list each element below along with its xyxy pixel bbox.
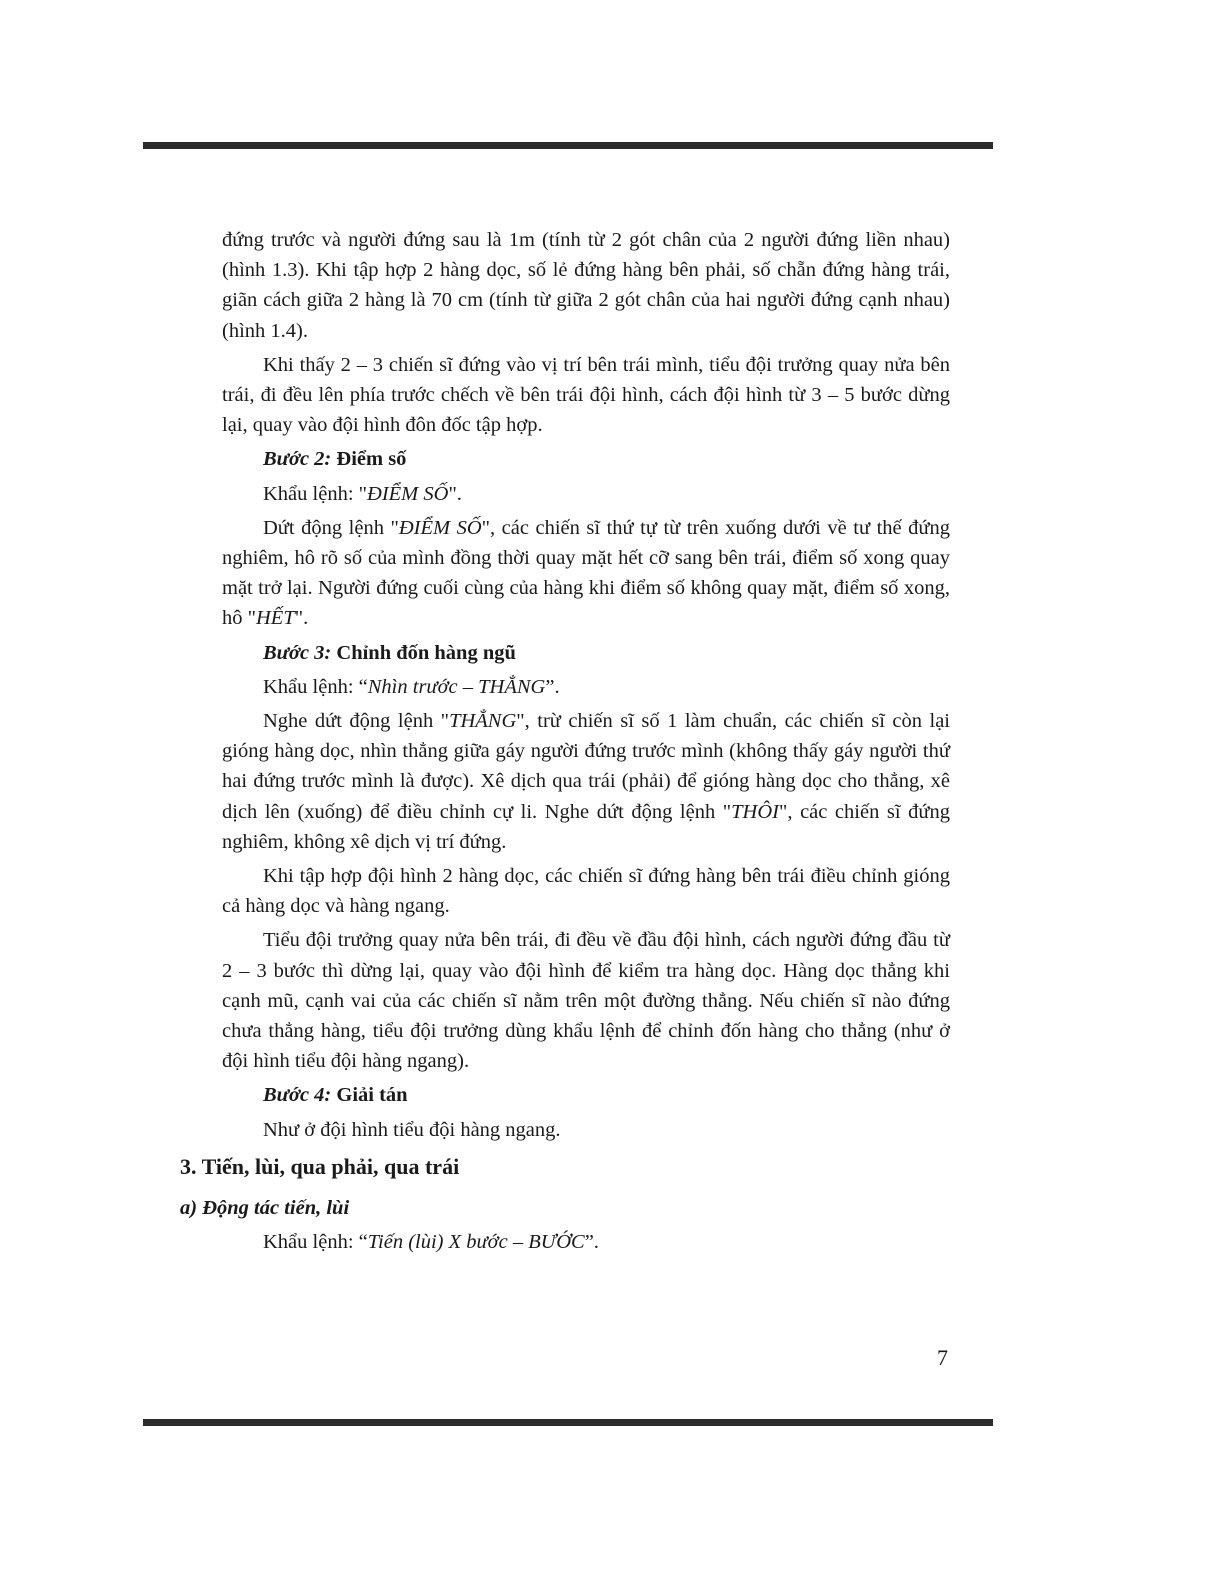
header-rule (143, 142, 993, 149)
command-suffix: ”. (584, 1231, 599, 1253)
step-3-command (222, 672, 950, 702)
step-3-leader-check: Tiểu đội trưởng quay nửa bên trái, đi đều về đầu đội hình, cách người đứng đầu từ 2 – 3 bước thì dừng lại, quay vào đội hình để kiểm tra hàng dọc. Hàng dọc thẳng khi cạnh mũ, cạnh vai của các chiến sĩ nằm trên một đường thẳng. Nếu chiến sĩ nào đứng chưa thẳng hàng, tiểu đội trưởng dùng khẩu lệnh để chỉnh đốn hàng cho thẳng (như ở đội hình tiểu đội hàng ngang). (222, 929, 950, 1073)
text-run: ". (294, 607, 309, 630)
step-3-title (222, 638, 950, 668)
command-text: ĐIỂM SỐ (367, 482, 449, 505)
command-word: HẾT (256, 607, 295, 630)
step-2-label: Bước 2: (263, 448, 332, 471)
text-run: ", các chiến sĩ đứng nghiêm, không xê dịch vị trí đứng. (222, 800, 951, 853)
command-prefix: Khẩu lệnh: “ (263, 675, 368, 698)
step-4-label: Bước 4: (263, 1084, 332, 1107)
text-run: ", các chiến sĩ thứ tự từ trên xuống dưới về tư thế đứng nghiêm, hô rõ số của mình đồng thời quay mặt hết cỡ sang bên trái, điểm số xong quay mặt trở lại. Người đứng cuối cùng của hàng khi điểm số không quay mặt, điểm số xong, hô " (222, 516, 950, 630)
step-4-description: Như ở đội hình tiểu đội hàng ngang. (263, 1118, 561, 1141)
command-text: Nhìn trước – THẲNG (367, 675, 546, 698)
command-word: THẲNG (449, 710, 517, 733)
footer-rule (143, 1419, 993, 1426)
step-3-two-column-note: Khi tập hợp đội hình 2 hàng dọc, các chiến sĩ đứng hàng bên trái điều chỉnh gióng cả hàng dọc và hàng ngang. (222, 865, 950, 918)
command-suffix: ”. (545, 675, 560, 698)
section-3a-command (263, 1231, 599, 1254)
page-body (222, 225, 950, 1149)
command-suffix: ". (448, 482, 462, 505)
paragraph-continuation: đứng trước và người đứng sau là 1m (tính từ 2 gót chân của 2 người đứng liền nhau) (hình 1.3). Khi tập hợp 2 hàng dọc, số lẻ đứng hàng bên phải, số chẵn đứng hàng trái, giãn cách giữa 2 hàng là 70 cm (tính từ giữa 2 gót chân của hai người đứng cạnh nhau) (hình 1.4). (222, 229, 950, 342)
section-3-heading: 3. Tiến, lùi, qua phải, qua trái (180, 1154, 460, 1179)
step-2-title (222, 444, 950, 474)
step-2-description (222, 513, 950, 634)
step-2-command (222, 479, 950, 509)
command-word: THÔI (731, 800, 779, 823)
command-word: ĐIỂM SỐ (398, 516, 482, 539)
command-prefix: Khẩu lệnh: “ (263, 1231, 368, 1253)
step-3-description (222, 706, 950, 857)
text-run: Nghe dứt động lệnh " (263, 710, 450, 733)
step-4-title (222, 1080, 950, 1110)
section-3a-subheading: a) Động tác tiến, lùi (180, 1197, 350, 1219)
step-3-label: Bước 3: (263, 641, 332, 664)
command-text: Tiến (lùi) X bước – BƯỚC (367, 1231, 585, 1253)
command-prefix: Khẩu lệnh: " (263, 482, 368, 505)
text-run: ", trừ chiến sĩ số 1 làm chuẩn, các chiến sĩ còn lại gióng hàng dọc, nhìn thẳng giữa gáy người đứng trước mình (không thấy gáy người thứ hai đứng trước mình là được). Xê dịch qua trái (phải) để gióng hàng dọc cho thẳng, xê dịch lên (xuống) để điều chỉnh cự li. Nghe dứt động lệnh " (222, 710, 951, 823)
step-3-name: Chỉnh đốn hàng ngũ (331, 641, 516, 664)
page-number: 7 (937, 1345, 948, 1370)
paragraph-squad-leader: Khi thấy 2 – 3 chiến sĩ đứng vào vị trí bên trái mình, tiểu đội trưởng quay nửa bên trái, đi đều lên phía trước chếch về bên trái đội hình, cách đội hình từ 3 – 5 bước dừng lại, quay vào đội hình đôn đốc tập hợp. (222, 353, 950, 437)
text-run: Dứt động lệnh " (263, 516, 399, 539)
step-4-name: Giải tán (331, 1084, 408, 1107)
step-2-name: Điểm số (331, 448, 407, 471)
